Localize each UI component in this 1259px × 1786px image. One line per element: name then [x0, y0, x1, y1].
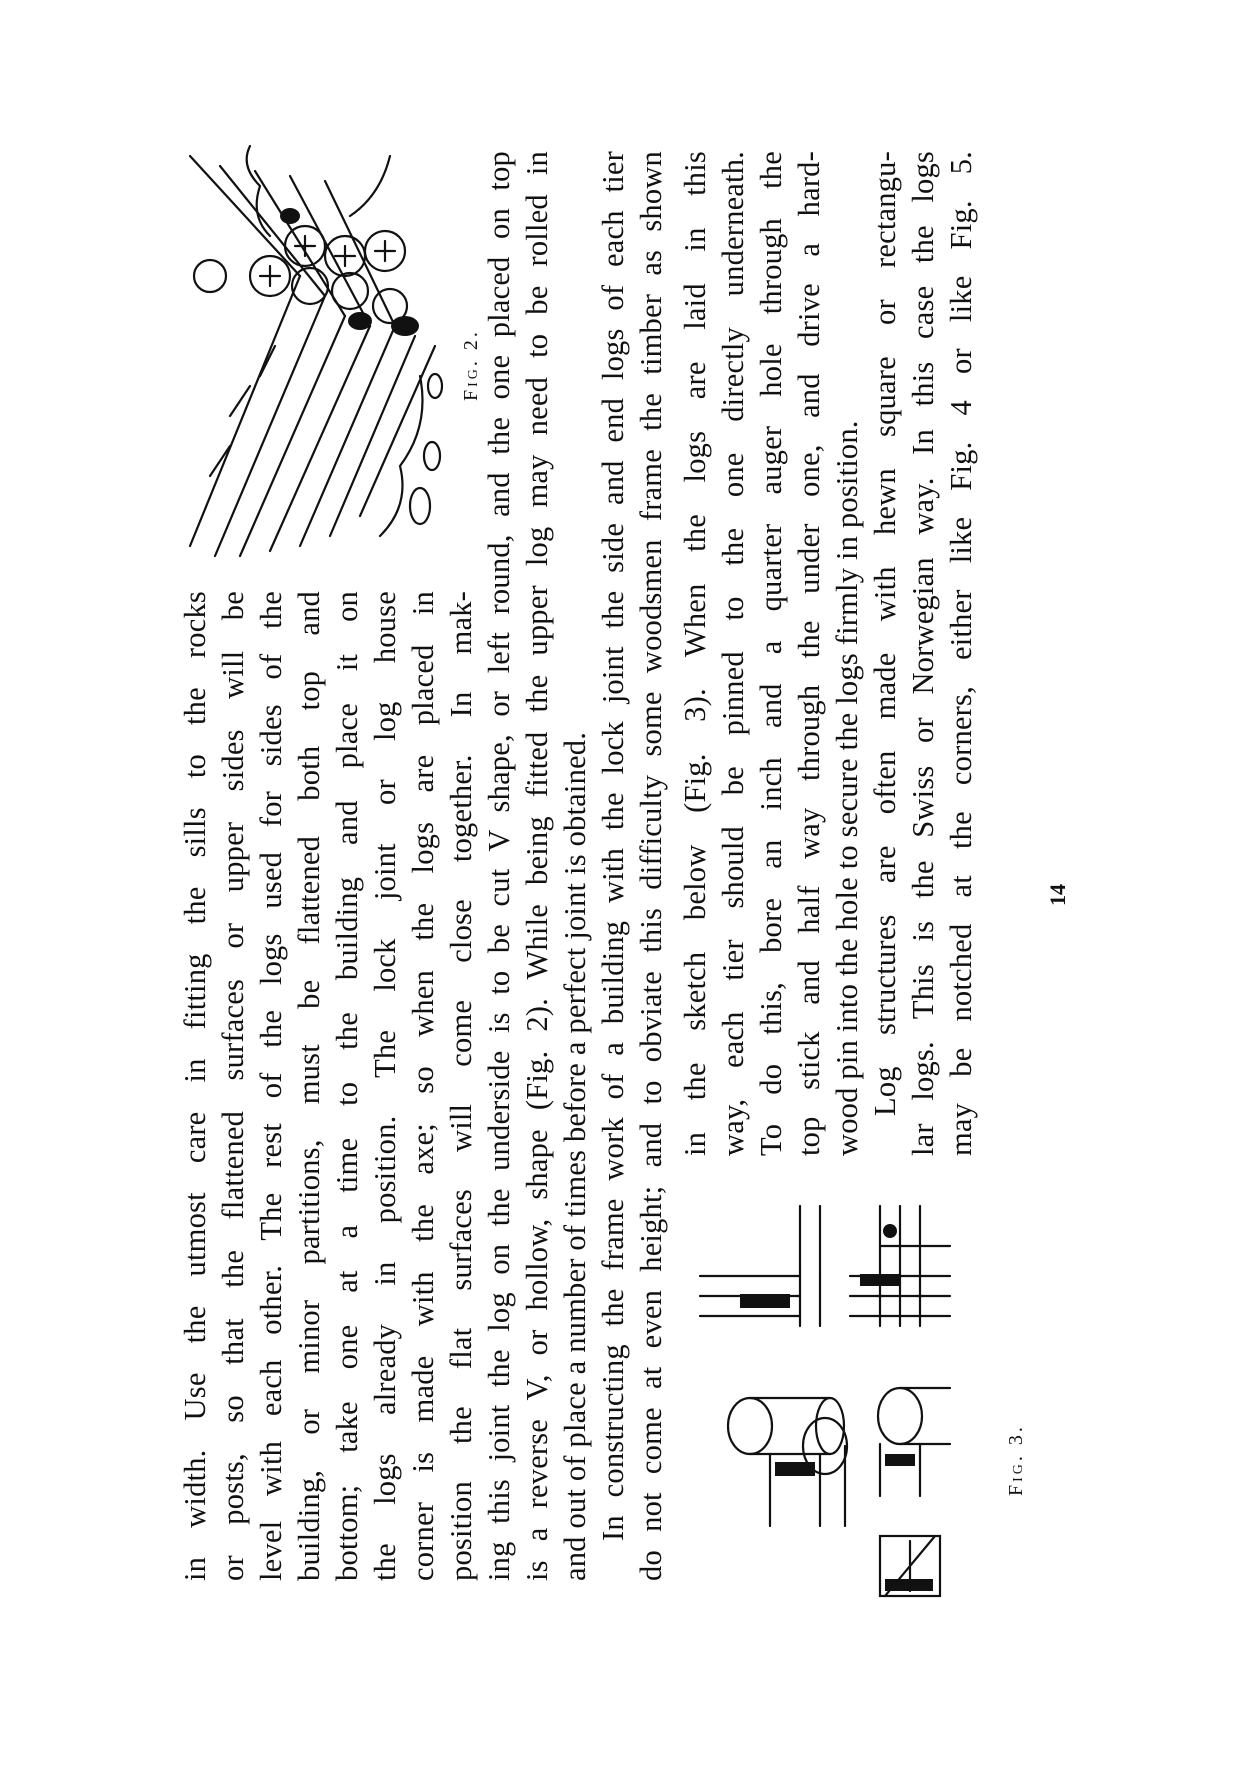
figure-2-log-corner — [150, 136, 450, 576]
text-line-8: position the flat surfaces will come close together. In mak- — [444, 591, 478, 1581]
figure-2-caption: Fig. 2. — [460, 329, 482, 401]
page-number: 14 — [1045, 884, 1070, 906]
text-line-21: may be notched at the corners, either like Fig. 4 or like Fig. 5. — [944, 151, 978, 1156]
text-line-1: in width. Use the utmost care in fitting the sills to the rocks — [178, 591, 212, 1581]
figure-3-caption: Fig. 3. — [1005, 1424, 1027, 1496]
text-line-20: lar logs. This is the Swiss or Norwegian way. In this case the logs — [906, 151, 940, 1156]
text-line-4: building, or minor partitions, must be flattened both top and — [292, 591, 326, 1581]
text-line-13: do not come at even height; and to obviate this difficulty some woodsmen frame the timber as shown — [634, 151, 668, 1581]
text-line-17: top stick and half way through the under one, and drive a hard- — [792, 151, 826, 1156]
text-line-15: way, each tier should be pinned to the one directly underneath. — [716, 151, 750, 1156]
figure-3-framing — [680, 1166, 970, 1626]
text-line-12: In constructing the frame work of a building with the lock joint the side and end logs of each tier — [596, 151, 630, 1541]
text-line-6: the logs already in position. The lock joint or log house — [368, 591, 402, 1581]
text-line-19: Log structures are often made with hewn square or rectangu- — [868, 151, 902, 1116]
text-line-9: ing this joint the log on the underside is to be cut V shape, or left round, and the one placed on top — [482, 151, 516, 1581]
text-line-3: level with each other. The rest of the logs used for sides of the — [254, 591, 288, 1581]
text-line-5: bottom; take one at a time to the building and place it on — [330, 591, 364, 1581]
text-line-2: or posts, so that the flattened surfaces or upper sides will be — [216, 591, 250, 1581]
text-line-16: To do this, bore an inch and a quarter auger hole through the — [754, 151, 788, 1156]
text-line-18: wood pin into the hole to secure the logs firmly in position. — [830, 420, 864, 1156]
text-line-7: corner is made with the axe; so when the logs are placed in — [406, 591, 440, 1581]
text-line-11: and out of place a number of times before a perfect joint is obtained. — [558, 731, 592, 1581]
figure-3-drawing — [680, 1166, 970, 1626]
figure-2-drawing — [150, 136, 450, 576]
text-line-14: in the sketch below (Fig. 3). When the logs are laid in this — [678, 151, 712, 1156]
text-line-10: is a reverse V, or hollow, shape (Fig. 2). While being fitted the upper log may need to be rolled in — [520, 151, 554, 1581]
